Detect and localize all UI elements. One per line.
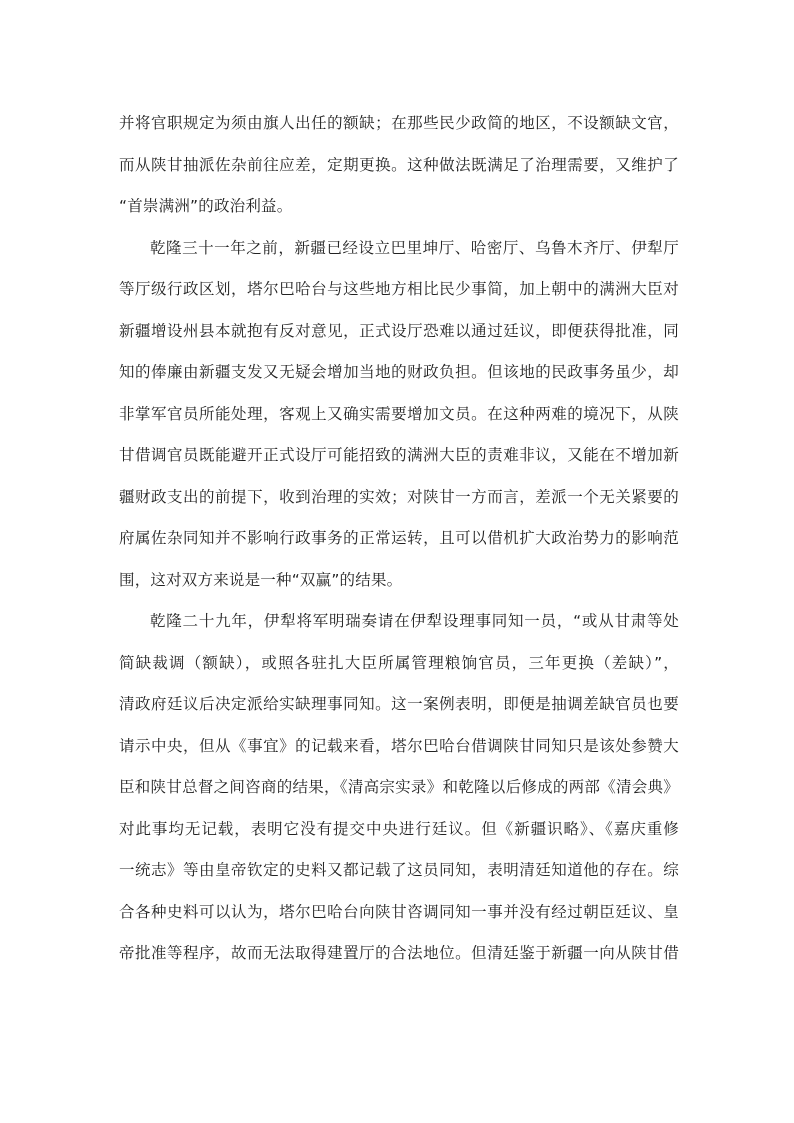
paragraph-1 bbox=[119, 103, 679, 228]
text-line: 帝批准等程序，故而无法取得建置厅的合法地位。但清廷鉴于新疆一向从陕甘借 bbox=[119, 944, 679, 962]
text-line: 等厅级行政区划，塔尔巴哈台与这些地方相比民少事简，加上朝中的满洲大臣对 bbox=[119, 280, 679, 298]
text-line: “首崇满洲”的政治利益。 bbox=[119, 197, 293, 215]
text-line: 简缺裁调（额缺），或照各驻扎大臣所属管理粮饷官员，三年更换（差缺）”， bbox=[119, 653, 679, 672]
text-line: 合各种史料可以认为，塔尔巴哈台向陕甘咨调同知一事并没有经过朝臣廷议、皇 bbox=[119, 902, 679, 921]
text-line: 并将官职规定为须由旗人出任的额缺；在那些民少政简的地区，不设额缺文官， bbox=[119, 114, 679, 132]
text-line: 清政府廷议后决定派给实缺理事同知。这一案例表明，即便是抽调差缺官员也要 bbox=[119, 695, 679, 713]
text-line: 臣和陕甘总督之间咨商的结果，《清高宗实录》和乾隆以后修成的两部《清会典》 bbox=[119, 778, 679, 796]
text-line: 而从陕甘抽派佐杂前往应差，定期更换。这种做法既满足了治理需要，又维护了 bbox=[119, 155, 679, 174]
text-line: 知的俸廉由新疆支发又无疑会增加当地的财政负担。但该地的民政事务虽少，却 bbox=[119, 363, 679, 381]
text-line: 疆财政支出的前提下，收到治理的实效；对陕甘一方而言，差派一个无关紧要的 bbox=[119, 487, 679, 506]
text-line: 一统志》等由皇帝钦定的史料又都记载了这员同知，表明清廷知道他的存在。综 bbox=[119, 861, 679, 879]
text-line: 乾隆二十九年，伊犁将军明瑞奏请在伊犁设理事同知一员，“或从甘肃等处 bbox=[150, 612, 679, 630]
text-line: 围，这对双方来说是一种“双赢”的结果。 bbox=[119, 570, 403, 589]
text-line: 请示中央，但从《事宜》的记载来看，塔尔巴哈台借调陕甘同知只是该处参赞大 bbox=[119, 736, 679, 755]
paragraph-2 bbox=[119, 228, 679, 602]
text-line: 非掌军官员所能处理，客观上又确实需要增加文员。在这种两难的境况下，从陕 bbox=[119, 404, 679, 423]
document-body bbox=[119, 103, 679, 975]
paragraph-3 bbox=[119, 601, 679, 975]
text-line: 对此事均无记载，表明它没有提交中央进行廷议。但《新疆识略》、《嘉庆重修 bbox=[119, 819, 679, 838]
text-line: 甘借调官员既能避开正式设厅可能招致的满洲大臣的责难非议，又能在不增加新 bbox=[119, 446, 679, 464]
text-line: 新疆增设州县本就抱有反对意见，正式设厅恐难以通过廷议，即便获得批准，同 bbox=[119, 321, 679, 340]
text-line: 府属佐杂同知并不影响行政事务的正常运转，且可以借机扩大政治势力的影响范 bbox=[119, 529, 679, 547]
text-line: 乾隆三十一年之前，新疆已经设立巴里坤厅、哈密厅、乌鲁木齐厅、伊犁厅 bbox=[150, 238, 679, 257]
